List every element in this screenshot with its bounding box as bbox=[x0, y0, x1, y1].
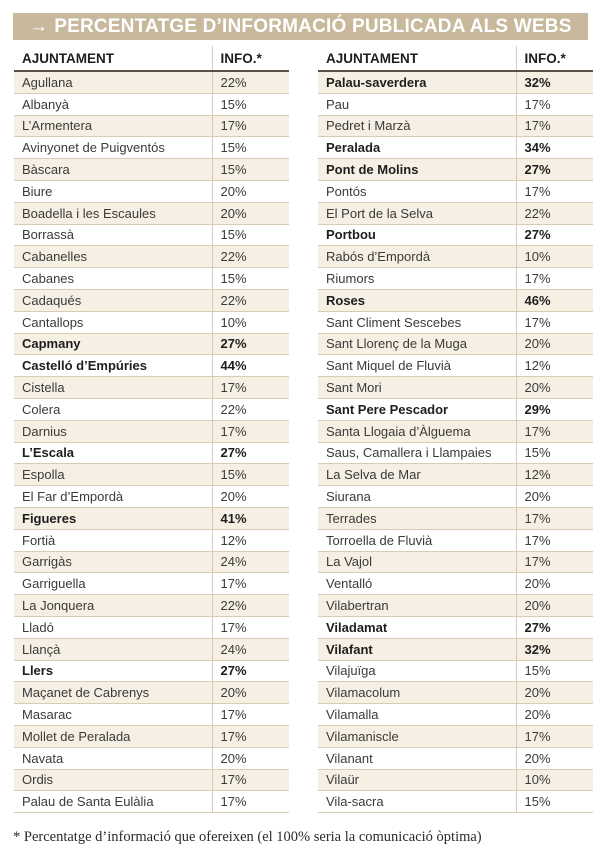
table-row bbox=[318, 442, 593, 464]
table-row bbox=[318, 551, 593, 573]
table-row bbox=[14, 333, 289, 355]
info-percentage: 17% bbox=[212, 704, 289, 726]
municipality-name: Biure bbox=[14, 180, 212, 202]
info-percentage: 17% bbox=[212, 420, 289, 442]
table-row bbox=[318, 289, 593, 311]
info-percentage: 17% bbox=[212, 791, 289, 813]
table-left-body bbox=[14, 71, 289, 813]
table-header-row bbox=[318, 46, 593, 71]
municipality-name: Pedret i Marzà bbox=[318, 115, 516, 137]
table-row bbox=[318, 660, 593, 682]
info-percentage: 20% bbox=[212, 747, 289, 769]
table-row bbox=[14, 289, 289, 311]
municipality-name: Masarac bbox=[14, 704, 212, 726]
table-row bbox=[318, 333, 593, 355]
arrow-right-icon: → bbox=[29, 16, 49, 37]
info-percentage: 17% bbox=[516, 420, 593, 442]
info-percentage: 15% bbox=[516, 791, 593, 813]
info-percentage: 20% bbox=[212, 682, 289, 704]
municipality-name: Llers bbox=[14, 660, 212, 682]
table-header-row bbox=[14, 46, 289, 71]
info-percentage: 17% bbox=[516, 507, 593, 529]
municipality-name: Espolla bbox=[14, 464, 212, 486]
table-row bbox=[14, 137, 289, 159]
table-row bbox=[14, 791, 289, 813]
table-row bbox=[14, 93, 289, 115]
info-percentage: 20% bbox=[212, 180, 289, 202]
table-row bbox=[14, 398, 289, 420]
municipality-name: Navata bbox=[14, 747, 212, 769]
info-percentage: 17% bbox=[212, 573, 289, 595]
table-row bbox=[14, 616, 289, 638]
info-percentage: 12% bbox=[212, 529, 289, 551]
municipality-name: Vilanant bbox=[318, 747, 516, 769]
info-percentage: 22% bbox=[212, 398, 289, 420]
municipality-name: Sant Mori bbox=[318, 377, 516, 399]
info-percentage: 15% bbox=[516, 660, 593, 682]
municipality-name: Viladamat bbox=[318, 616, 516, 638]
table-row bbox=[14, 311, 289, 333]
table-row bbox=[318, 311, 593, 333]
info-percentage: 20% bbox=[516, 747, 593, 769]
info-percentage: 17% bbox=[212, 725, 289, 747]
table-row bbox=[14, 486, 289, 508]
table-row bbox=[318, 638, 593, 660]
municipality-name: Albanyà bbox=[14, 93, 212, 115]
municipality-name: Peralada bbox=[318, 137, 516, 159]
table-row bbox=[318, 224, 593, 246]
table-row bbox=[14, 159, 289, 181]
municipality-name: Vilafant bbox=[318, 638, 516, 660]
municipality-name: Sant Climent Sescebes bbox=[318, 311, 516, 333]
municipality-name: Mollet de Peralada bbox=[14, 725, 212, 747]
municipality-name: Palau-saverdera bbox=[318, 71, 516, 93]
info-percentage: 24% bbox=[212, 638, 289, 660]
info-percentage: 17% bbox=[212, 115, 289, 137]
municipality-name: Maçanet de Cabrenys bbox=[14, 682, 212, 704]
table-row bbox=[318, 159, 593, 181]
table-row bbox=[318, 180, 593, 202]
municipality-name: Fortià bbox=[14, 529, 212, 551]
municipality-name: Saus, Camallera i Llampaies bbox=[318, 442, 516, 464]
municipality-name: La Selva de Mar bbox=[318, 464, 516, 486]
municipality-name: Lladó bbox=[14, 616, 212, 638]
municipality-name: Vilamalla bbox=[318, 704, 516, 726]
municipality-name: Roses bbox=[318, 289, 516, 311]
municipality-name: Garrigàs bbox=[14, 551, 212, 573]
municipality-name: Vilabertran bbox=[318, 595, 516, 617]
municipality-name: Pont de Molins bbox=[318, 159, 516, 181]
municipality-name: La Vajol bbox=[318, 551, 516, 573]
table-row bbox=[14, 725, 289, 747]
table-row bbox=[14, 769, 289, 791]
info-percentage: 12% bbox=[516, 355, 593, 377]
info-percentage: 15% bbox=[516, 442, 593, 464]
table-right bbox=[318, 46, 593, 813]
table-row bbox=[318, 246, 593, 268]
info-percentage: 44% bbox=[212, 355, 289, 377]
info-percentage: 17% bbox=[516, 725, 593, 747]
info-percentage: 15% bbox=[212, 137, 289, 159]
info-percentage: 32% bbox=[516, 71, 593, 93]
table-row bbox=[318, 682, 593, 704]
table-row bbox=[318, 137, 593, 159]
table-row bbox=[14, 682, 289, 704]
table-row bbox=[318, 704, 593, 726]
municipality-name: Vilamacolum bbox=[318, 682, 516, 704]
info-percentage: 20% bbox=[516, 486, 593, 508]
table-row bbox=[318, 529, 593, 551]
info-percentage: 15% bbox=[212, 464, 289, 486]
municipality-name: Rabós d’Empordà bbox=[318, 246, 516, 268]
table-row bbox=[14, 573, 289, 595]
table-row bbox=[318, 486, 593, 508]
municipality-name: Cistella bbox=[14, 377, 212, 399]
municipality-name: Ventalló bbox=[318, 573, 516, 595]
info-percentage: 15% bbox=[212, 93, 289, 115]
info-percentage: 20% bbox=[212, 202, 289, 224]
municipality-name: Boadella i les Escaules bbox=[14, 202, 212, 224]
municipality-name: Torroella de Fluvià bbox=[318, 529, 516, 551]
info-percentage: 17% bbox=[516, 311, 593, 333]
info-percentage: 46% bbox=[516, 289, 593, 311]
column-header-ajuntament: AJUNTAMENT bbox=[14, 46, 212, 71]
info-percentage: 17% bbox=[516, 529, 593, 551]
footnote: * Percentatge d’informació que ofereixen (el 100% seria la comunicació òptima) bbox=[13, 829, 482, 845]
municipality-name: L’Escala bbox=[14, 442, 212, 464]
info-percentage: 22% bbox=[516, 202, 593, 224]
info-percentage: 32% bbox=[516, 638, 593, 660]
municipality-name: Santa Llogaia d’Àlguema bbox=[318, 420, 516, 442]
municipality-name: Bàscara bbox=[14, 159, 212, 181]
table-row bbox=[14, 638, 289, 660]
municipality-name: Agullana bbox=[14, 71, 212, 93]
municipality-name: Avinyonet de Puigventós bbox=[14, 137, 212, 159]
info-percentage: 17% bbox=[516, 268, 593, 290]
table-row bbox=[14, 551, 289, 573]
info-percentage: 27% bbox=[212, 333, 289, 355]
municipality-name: Colera bbox=[14, 398, 212, 420]
municipality-name: La Jonquera bbox=[14, 595, 212, 617]
table-row bbox=[318, 93, 593, 115]
municipality-name: Vilajuïga bbox=[318, 660, 516, 682]
municipality-name: Pontós bbox=[318, 180, 516, 202]
title-banner bbox=[13, 13, 588, 40]
table-row bbox=[318, 791, 593, 813]
table-row bbox=[14, 442, 289, 464]
municipality-name: Cabanelles bbox=[14, 246, 212, 268]
municipality-name: Terrades bbox=[318, 507, 516, 529]
table-row bbox=[318, 725, 593, 747]
info-percentage: 22% bbox=[212, 71, 289, 93]
column-header-info: INFO.* bbox=[212, 46, 289, 71]
table-row bbox=[14, 224, 289, 246]
table-row bbox=[14, 529, 289, 551]
municipality-name: Siurana bbox=[318, 486, 516, 508]
table-row bbox=[318, 507, 593, 529]
municipality-name: Cadaqués bbox=[14, 289, 212, 311]
info-percentage: 34% bbox=[516, 137, 593, 159]
table-row bbox=[14, 660, 289, 682]
info-percentage: 10% bbox=[516, 246, 593, 268]
municipality-name: Vilaür bbox=[318, 769, 516, 791]
banner-title: PERCENTATGE D’INFORMACIÓ PUBLICADA ALS WEBS bbox=[54, 16, 572, 37]
table-row bbox=[318, 616, 593, 638]
table-row bbox=[14, 71, 289, 93]
table-left bbox=[14, 46, 289, 813]
table-row bbox=[318, 769, 593, 791]
info-percentage: 17% bbox=[516, 180, 593, 202]
table-row bbox=[318, 398, 593, 420]
info-percentage: 17% bbox=[212, 616, 289, 638]
table-row bbox=[14, 202, 289, 224]
municipality-name: Cabanes bbox=[14, 268, 212, 290]
info-percentage: 20% bbox=[516, 377, 593, 399]
municipality-name: Garriguella bbox=[14, 573, 212, 595]
table-row bbox=[14, 268, 289, 290]
table-row bbox=[318, 377, 593, 399]
municipality-name: Castelló d’Empúries bbox=[14, 355, 212, 377]
info-percentage: 20% bbox=[212, 486, 289, 508]
municipality-name: Portbou bbox=[318, 224, 516, 246]
table-row bbox=[14, 507, 289, 529]
municipality-name: El Port de la Selva bbox=[318, 202, 516, 224]
table-row bbox=[14, 377, 289, 399]
table-row bbox=[318, 420, 593, 442]
info-percentage: 17% bbox=[212, 377, 289, 399]
info-percentage: 10% bbox=[516, 769, 593, 791]
info-percentage: 27% bbox=[516, 159, 593, 181]
municipality-name: Borrassà bbox=[14, 224, 212, 246]
table-row bbox=[318, 747, 593, 769]
municipality-name: Llançà bbox=[14, 638, 212, 660]
info-percentage: 29% bbox=[516, 398, 593, 420]
info-percentage: 17% bbox=[212, 769, 289, 791]
table-row bbox=[14, 180, 289, 202]
info-percentage: 27% bbox=[212, 660, 289, 682]
info-percentage: 17% bbox=[516, 93, 593, 115]
info-percentage: 10% bbox=[212, 311, 289, 333]
table-row bbox=[14, 420, 289, 442]
info-percentage: 15% bbox=[212, 159, 289, 181]
municipality-name: Pau bbox=[318, 93, 516, 115]
municipality-name: El Far d’Empordà bbox=[14, 486, 212, 508]
table-row bbox=[14, 704, 289, 726]
table-row bbox=[318, 464, 593, 486]
info-percentage: 22% bbox=[212, 246, 289, 268]
municipality-name: Darnius bbox=[14, 420, 212, 442]
table-row bbox=[318, 202, 593, 224]
info-percentage: 22% bbox=[212, 289, 289, 311]
table-row bbox=[318, 71, 593, 93]
municipality-name: Sant Pere Pescador bbox=[318, 398, 516, 420]
municipality-name: Cantallops bbox=[14, 311, 212, 333]
municipality-name: Sant Llorenç de la Muga bbox=[318, 333, 516, 355]
table-row bbox=[14, 747, 289, 769]
info-percentage: 15% bbox=[212, 268, 289, 290]
municipality-name: Capmany bbox=[14, 333, 212, 355]
info-percentage: 24% bbox=[212, 551, 289, 573]
table-row bbox=[318, 115, 593, 137]
municipality-name: Riumors bbox=[318, 268, 516, 290]
municipality-name: Sant Miquel de Fluvià bbox=[318, 355, 516, 377]
table-row bbox=[14, 464, 289, 486]
info-percentage: 27% bbox=[212, 442, 289, 464]
municipality-name: Ordis bbox=[14, 769, 212, 791]
column-header-ajuntament: AJUNTAMENT bbox=[318, 46, 516, 71]
info-percentage: 17% bbox=[516, 115, 593, 137]
info-percentage: 27% bbox=[516, 224, 593, 246]
table-row bbox=[14, 246, 289, 268]
municipality-name: Vilamaniscle bbox=[318, 725, 516, 747]
table-row bbox=[14, 355, 289, 377]
table-row bbox=[14, 595, 289, 617]
info-percentage: 41% bbox=[212, 507, 289, 529]
municipality-name: Palau de Santa Eulàlia bbox=[14, 791, 212, 813]
info-percentage: 17% bbox=[516, 551, 593, 573]
table-row bbox=[318, 355, 593, 377]
info-percentage: 22% bbox=[212, 595, 289, 617]
municipality-name: Vila-sacra bbox=[318, 791, 516, 813]
info-percentage: 27% bbox=[516, 616, 593, 638]
table-row bbox=[14, 115, 289, 137]
table-row bbox=[318, 573, 593, 595]
info-percentage: 15% bbox=[212, 224, 289, 246]
table-right-body bbox=[318, 71, 593, 813]
column-header-info: INFO.* bbox=[516, 46, 593, 71]
municipality-name: Figueres bbox=[14, 507, 212, 529]
table-row bbox=[318, 268, 593, 290]
info-percentage: 20% bbox=[516, 595, 593, 617]
municipality-name: L’Armentera bbox=[14, 115, 212, 137]
info-percentage: 20% bbox=[516, 333, 593, 355]
info-percentage: 12% bbox=[516, 464, 593, 486]
table-row bbox=[318, 595, 593, 617]
info-percentage: 20% bbox=[516, 704, 593, 726]
info-percentage: 20% bbox=[516, 682, 593, 704]
info-percentage: 20% bbox=[516, 573, 593, 595]
